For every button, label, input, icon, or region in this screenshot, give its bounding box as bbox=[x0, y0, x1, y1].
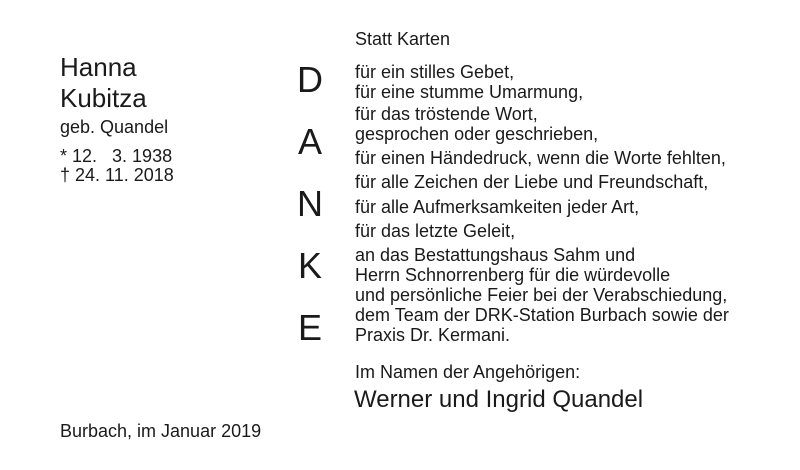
thanks-block bbox=[355, 172, 708, 192]
heading-statt-karten: Statt Karten bbox=[355, 29, 451, 49]
danke-letter-n: N bbox=[297, 183, 323, 224]
thanks-line: für eine stumme Umarmung, bbox=[355, 82, 584, 102]
deceased-first-name: Hanna bbox=[60, 52, 137, 82]
thanks-line: für das letzte Geleit, bbox=[355, 221, 516, 241]
thanks-block bbox=[355, 62, 583, 102]
thanks-line: für das tröstende Wort, bbox=[355, 104, 538, 124]
place-and-date: Burbach, im Januar 2019 bbox=[60, 421, 262, 441]
thanks-line: an das Bestattungshaus Sahm und bbox=[355, 245, 636, 265]
thanks-line: für alle Aufmerksamkeiten jeder Art, bbox=[355, 197, 640, 217]
birth-name: geb. Quandel bbox=[60, 117, 169, 137]
thanks-line: für alle Zeichen der Liebe und Freundschaft, bbox=[355, 172, 709, 192]
thanks-block bbox=[355, 245, 729, 345]
thanks-line: dem Team der DRK-Station Burbach sowie der bbox=[355, 305, 729, 325]
on-behalf-line: Im Namen der Angehörigen: bbox=[355, 362, 581, 382]
thanks-line: und persönliche Feier bei der Verabschiedung, bbox=[355, 285, 728, 305]
danke-letter-d: D bbox=[297, 59, 323, 100]
deceased-last-name: Kubitza bbox=[60, 83, 147, 113]
danke-letter-e: E bbox=[297, 307, 322, 348]
danke-letter-a: A bbox=[297, 121, 322, 162]
thanks-line: für ein stilles Gebet, bbox=[355, 62, 515, 82]
thanks-line: Praxis Dr. Kermani. bbox=[355, 325, 511, 345]
thanks-line: Herrn Schnorrenberg für die würdevolle bbox=[355, 265, 671, 285]
signatories: Werner und Ingrid Quandel bbox=[354, 386, 644, 413]
thanks-block bbox=[355, 104, 598, 144]
thanks-block bbox=[355, 197, 639, 217]
birth-date: * 12. 3. 1938 bbox=[60, 146, 173, 166]
danke-letter-k: K bbox=[297, 245, 322, 286]
thanks-block bbox=[355, 148, 726, 168]
thanks-line: für einen Händedruck, wenn die Worte fehlten, bbox=[355, 148, 726, 168]
thanks-block bbox=[355, 221, 515, 241]
death-date: † 24. 11. 2018 bbox=[60, 165, 174, 185]
thanks-line: gesprochen oder geschrieben, bbox=[355, 124, 599, 144]
